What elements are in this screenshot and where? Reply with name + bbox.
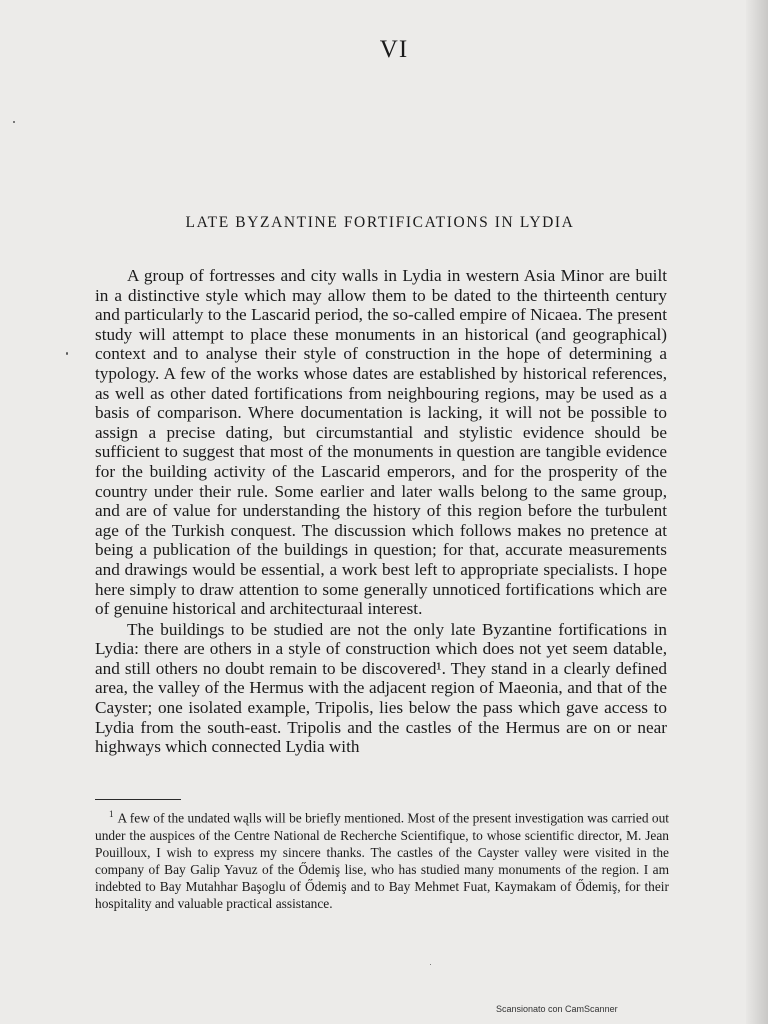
scan-speck	[66, 352, 68, 355]
scan-speck	[430, 964, 431, 965]
scan-speck	[13, 121, 15, 123]
body-text	[95, 266, 667, 757]
footnote-divider	[95, 799, 181, 800]
paragraph: The buildings to be studied are not the only late Byzantine fortifications in Lydia: there are others in a style of construction which does not yet seem datable, and still others no doubt remain to be discovered¹. They stand in a clearly defined area, the valley of the Hermus with the adjacent region of Maeonia, and that of the Cayster; one isolated example, Tripolis, lies below the pass which gave access to Lydia from the south-east. Tripolis and the castles of the Hermus are on or near highways which connected Lydia with	[95, 619, 667, 757]
footnote-paragraph	[95, 806, 669, 913]
page-edge-shadow	[746, 0, 768, 1024]
paragraph: A group of fortresses and city walls in Lydia in western Asia Minor are built in a distinctive style which may allow them to be dated to the thirteenth century and particularly to the Lascarid period, the so-called empire of Nicaea. The present study will attempt to place these monuments in an historical (and geographical) context and to analyse their style of construction in the hope of determining a typology. A few of the works whose dates are established by historical references, as well as other dated fortifications from neighbouring regions, may be used as a basis of comparison. Where documentation is lacking, it will not be possible to assign a precise dating, but circumstantial and stylistic evidence should be sufficient to suggest that most of the monuments in question are tangible evidence for the building activity of the Lascarid emperors, and for the prosperity of the country under their rule. Some earlier and later walls belong to the same group, and are of value for understanding the history of this region before the turbulent age of the Turkish conquest. The discussion which follows makes no pretence at being a publication of the buildings in question; for that, accurate measurements and drawings would be essential, a work best left to appropriate specialists. I hope here simply to draw attention to some generally unnoticed fortifications which are of genuine historical and architecturaal interest.	[95, 266, 667, 619]
footnote-marker: 1	[109, 809, 114, 819]
article-title: LATE BYZANTINE FORTIFICATIONS IN LYDIA	[185, 214, 575, 231]
footnote-text: A few of the undated wąlls will be briefly mentioned. Most of the present investigation was carried out under the auspices of the Centre National de Recherche Scientifique, to whose scientific director, M. Jean Pouilloux, I wish to express my sincere thanks. The castles of the Cayster valley were visited in the company of Bay Galip Yavuz of the Ődemiş lise, who has studied many monuments of the region. I am indebted to Bay Mutahhar Başoglu of Ődemiş and to Bay Mehmet Fuat, Kaymakam of Ődemiş, for their hospitality and valuable practical assistance.	[95, 810, 669, 912]
scanner-watermark: Scansionato con CamScanner	[496, 1004, 618, 1014]
chapter-number: VI	[379, 36, 409, 63]
footnote	[95, 806, 669, 913]
